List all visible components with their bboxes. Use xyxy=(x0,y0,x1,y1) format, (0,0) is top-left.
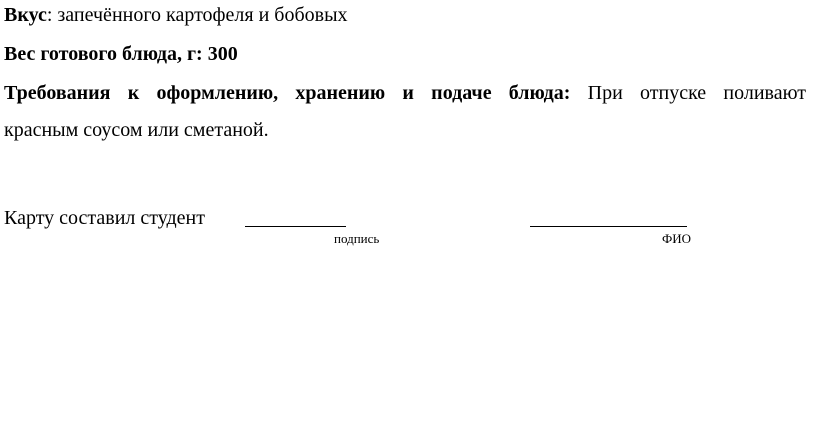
signature-text: Карту составил студент xyxy=(4,207,205,229)
requirements-line xyxy=(4,81,806,105)
taste-value: запечённого картофеля и бобовых xyxy=(57,4,348,26)
name-underline xyxy=(530,226,687,227)
requirements-continuation: красным соусом или сметаной. xyxy=(4,119,269,141)
requirements-value-part1: При отпуске поливают xyxy=(587,82,806,104)
signature-underline xyxy=(245,226,346,227)
weight-line: Вес готового блюда, г: 300 xyxy=(4,43,238,65)
name-caption: ФИО xyxy=(662,231,692,246)
taste-separator: : xyxy=(46,4,58,26)
requirements-label: Требования к оформлению, хранению и подаче блюда: xyxy=(4,82,571,104)
taste-label: Вкус xyxy=(4,4,47,26)
signature-caption: подпись xyxy=(334,231,380,246)
taste-line xyxy=(4,3,348,27)
